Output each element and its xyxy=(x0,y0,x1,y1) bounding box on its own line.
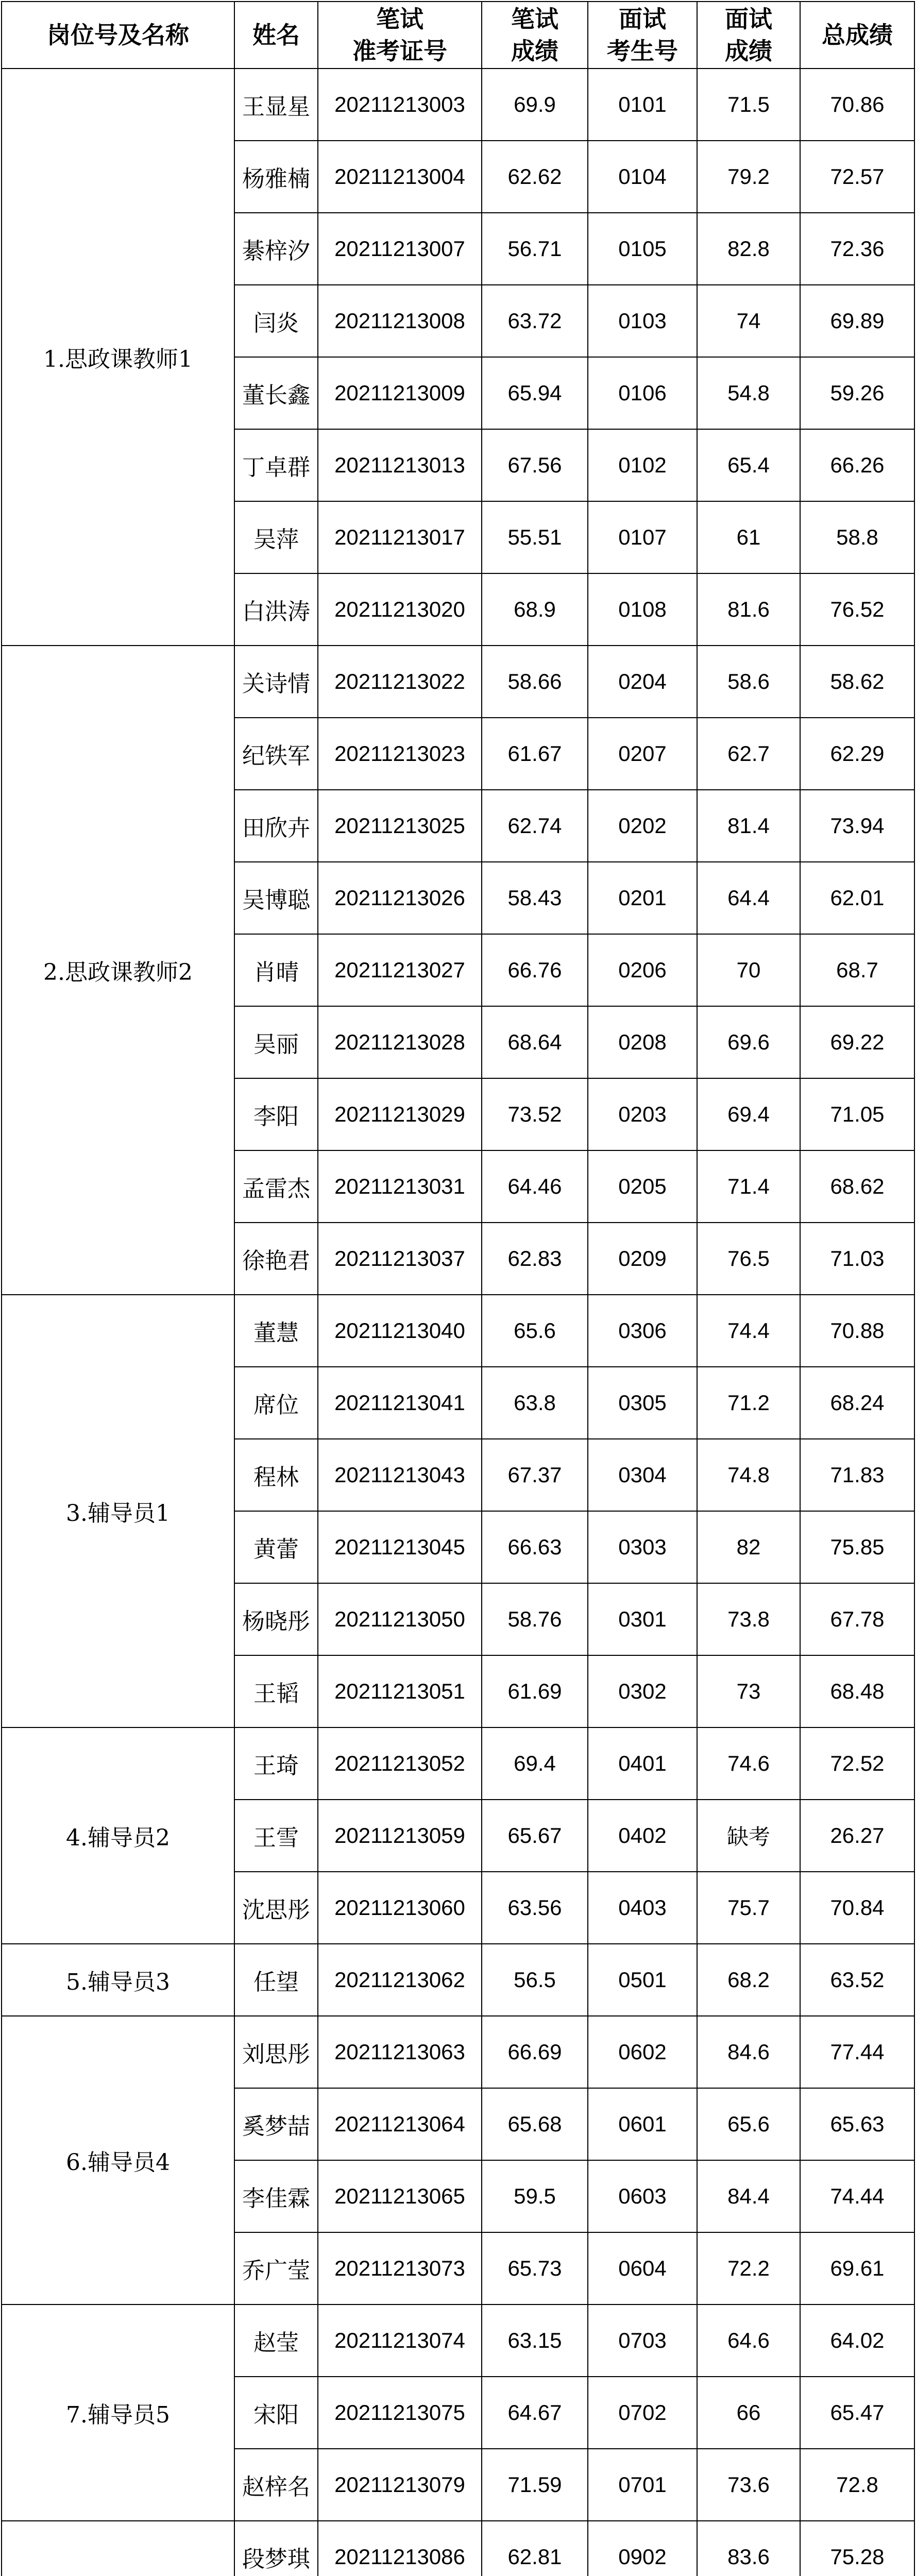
interview-score-cell: 64.6 xyxy=(697,2304,800,2377)
position-cell: 1.思政课教师1 xyxy=(2,69,234,646)
total-score-cell: 68.62 xyxy=(800,1150,914,1223)
total-score-cell: 75.28 xyxy=(800,2521,914,2576)
interview-id-cell: 0703 xyxy=(588,2304,697,2377)
candidate-name: 关诗情 xyxy=(234,646,318,718)
table-row xyxy=(2,2304,914,2377)
exam-id-cell: 20211213028 xyxy=(318,1006,482,1078)
candidate-name: 黄蕾 xyxy=(234,1511,318,1583)
exam-id-cell: 20211213041 xyxy=(318,1367,482,1439)
position-cell: 6.辅导员4 xyxy=(2,2016,234,2304)
exam-id-cell: 20211213013 xyxy=(318,429,482,501)
total-score-cell: 69.61 xyxy=(800,2232,914,2304)
interview-id-cell: 0106 xyxy=(588,357,697,429)
interview-score-cell: 73 xyxy=(697,1655,800,1727)
candidate-name: 杨晓彤 xyxy=(234,1583,318,1655)
written-score-cell: 67.56 xyxy=(482,429,588,501)
written-score-cell: 63.72 xyxy=(482,285,588,357)
total-score-cell: 62.29 xyxy=(800,718,914,790)
interview-id-cell: 0306 xyxy=(588,1295,697,1367)
exam-id-cell: 20211213023 xyxy=(318,718,482,790)
candidate-name: 沈思彤 xyxy=(234,1872,318,1944)
exam-id-cell: 20211213007 xyxy=(318,213,482,285)
interview-id-cell: 0209 xyxy=(588,1223,697,1295)
written-score-cell: 69.9 xyxy=(482,69,588,141)
interview-score-cell: 68.2 xyxy=(697,1944,800,2016)
total-score-cell: 68.7 xyxy=(800,934,914,1006)
written-score-cell: 65.73 xyxy=(482,2232,588,2304)
total-score-cell: 65.63 xyxy=(800,2088,914,2160)
interview-score-cell: 76.5 xyxy=(697,1223,800,1295)
total-score-cell: 71.05 xyxy=(800,1078,914,1150)
written-score-cell: 66.63 xyxy=(482,1511,588,1583)
interview-id-cell: 0701 xyxy=(588,2449,697,2521)
interview-id-cell: 0401 xyxy=(588,1727,697,1800)
exam-id-cell: 20211213079 xyxy=(318,2449,482,2521)
written-score-cell: 59.5 xyxy=(482,2160,588,2232)
position-cell: 3.辅导员1 xyxy=(2,1295,234,1727)
candidate-name: 席位 xyxy=(234,1367,318,1439)
exam-id-cell: 20211213029 xyxy=(318,1078,482,1150)
exam-id-cell: 20211213040 xyxy=(318,1295,482,1367)
written-score-cell: 64.46 xyxy=(482,1150,588,1223)
total-score-cell: 74.44 xyxy=(800,2160,914,2232)
total-score-cell: 72.57 xyxy=(800,141,914,213)
interview-id-cell: 0208 xyxy=(588,1006,697,1078)
interview-score-cell: 72.2 xyxy=(697,2232,800,2304)
written-score-cell: 65.68 xyxy=(482,2088,588,2160)
candidate-name: 李阳 xyxy=(234,1078,318,1150)
candidate-name: 徐艳君 xyxy=(234,1223,318,1295)
exam-id-cell: 20211213059 xyxy=(318,1800,482,1872)
exam-id-cell: 20211213020 xyxy=(318,573,482,646)
total-score-cell: 66.26 xyxy=(800,429,914,501)
interview-id-cell: 0601 xyxy=(588,2088,697,2160)
total-score-cell: 64.02 xyxy=(800,2304,914,2377)
candidate-name: 刘思彤 xyxy=(234,2016,318,2088)
interview-id-cell: 0205 xyxy=(588,1150,697,1223)
exam-id-cell: 20211213045 xyxy=(318,1511,482,1583)
total-score-cell: 71.03 xyxy=(800,1223,914,1295)
interview-id-cell: 0201 xyxy=(588,862,697,934)
candidate-name: 任望 xyxy=(234,1944,318,2016)
interview-score-cell: 79.2 xyxy=(697,141,800,213)
written-score-cell: 68.64 xyxy=(482,1006,588,1078)
position-cell: 2.思政课教师2 xyxy=(2,646,234,1295)
candidate-name: 程林 xyxy=(234,1439,318,1511)
written-score-cell: 62.83 xyxy=(482,1223,588,1295)
total-score-cell: 59.26 xyxy=(800,357,914,429)
interview-score-cell: 71.4 xyxy=(697,1150,800,1223)
total-score-cell: 70.88 xyxy=(800,1295,914,1367)
interview-score-cell: 62.7 xyxy=(697,718,800,790)
position-cell xyxy=(2,2521,234,2576)
total-score-cell: 68.48 xyxy=(800,1655,914,1727)
interview-id-cell: 0305 xyxy=(588,1367,697,1439)
interview-id-cell: 0304 xyxy=(588,1439,697,1511)
interview-score-cell: 82 xyxy=(697,1511,800,1583)
written-score-cell: 61.67 xyxy=(482,718,588,790)
interview-score-cell: 65.6 xyxy=(697,2088,800,2160)
interview-id-cell: 0108 xyxy=(588,573,697,646)
interview-id-cell: 0403 xyxy=(588,1872,697,1944)
candidate-name: 杨雅楠 xyxy=(234,141,318,213)
interview-id-cell: 0202 xyxy=(588,790,697,862)
score-table xyxy=(1,1,915,2576)
interview-id-cell: 0104 xyxy=(588,141,697,213)
table-row xyxy=(2,1944,914,2016)
written-score-cell: 58.43 xyxy=(482,862,588,934)
written-score-cell: 71.59 xyxy=(482,2449,588,2521)
candidate-name: 吴丽 xyxy=(234,1006,318,1078)
exam-id-cell: 20211213022 xyxy=(318,646,482,718)
exam-id-cell: 20211213043 xyxy=(318,1439,482,1511)
written-score-cell: 65.6 xyxy=(482,1295,588,1367)
position-cell: 4.辅导员2 xyxy=(2,1727,234,1944)
interview-id-cell: 0303 xyxy=(588,1511,697,1583)
total-score-cell: 67.78 xyxy=(800,1583,914,1655)
total-score-cell: 77.44 xyxy=(800,2016,914,2088)
interview-id-cell: 0207 xyxy=(588,718,697,790)
exam-id-cell: 20211213050 xyxy=(318,1583,482,1655)
written-score-cell: 68.9 xyxy=(482,573,588,646)
candidate-name: 宋阳 xyxy=(234,2377,318,2449)
exam-id-cell: 20211213064 xyxy=(318,2088,482,2160)
total-score-cell: 73.94 xyxy=(800,790,914,862)
interview-score-cell: 74.8 xyxy=(697,1439,800,1511)
interview-score-cell: 71.2 xyxy=(697,1367,800,1439)
written-score-cell: 69.4 xyxy=(482,1727,588,1800)
interview-score-cell: 81.6 xyxy=(697,573,800,646)
table-row xyxy=(2,69,914,141)
written-score-cell: 61.69 xyxy=(482,1655,588,1727)
candidate-name: 王雪 xyxy=(234,1800,318,1872)
total-score-cell: 72.52 xyxy=(800,1727,914,1800)
total-score-cell: 62.01 xyxy=(800,862,914,934)
exam-id-cell: 20211213004 xyxy=(318,141,482,213)
exam-id-cell: 20211213075 xyxy=(318,2377,482,2449)
total-score-cell: 68.24 xyxy=(800,1367,914,1439)
written-score-cell: 65.67 xyxy=(482,1800,588,1872)
interview-id-cell: 0603 xyxy=(588,2160,697,2232)
exam-id-cell: 20211213052 xyxy=(318,1727,482,1800)
candidate-name: 奚梦喆 xyxy=(234,2088,318,2160)
candidate-name: 白洪涛 xyxy=(234,573,318,646)
total-score-cell: 63.52 xyxy=(800,1944,914,2016)
header-total-score: 总成绩 xyxy=(800,2,914,69)
interview-score-cell: 75.7 xyxy=(697,1872,800,1944)
header-name: 姓名 xyxy=(234,2,318,69)
total-score-cell: 71.83 xyxy=(800,1439,914,1511)
header-exam-id: 笔试 准考证号 xyxy=(318,2,482,69)
total-score-cell: 72.36 xyxy=(800,213,914,285)
exam-id-cell: 20211213060 xyxy=(318,1872,482,1944)
interview-score-cell: 61 xyxy=(697,501,800,573)
written-score-cell: 62.74 xyxy=(482,790,588,862)
written-score-cell: 62.62 xyxy=(482,141,588,213)
header-interview-score: 面试 成绩 xyxy=(697,2,800,69)
interview-id-cell: 0103 xyxy=(588,285,697,357)
written-score-cell: 62.81 xyxy=(482,2521,588,2576)
total-score-cell: 70.84 xyxy=(800,1872,914,1944)
interview-score-cell: 82.8 xyxy=(697,213,800,285)
written-score-cell: 67.37 xyxy=(482,1439,588,1511)
candidate-name: 乔广莹 xyxy=(234,2232,318,2304)
written-score-cell: 55.51 xyxy=(482,501,588,573)
candidate-name: 李佳霖 xyxy=(234,2160,318,2232)
total-score-cell: 69.89 xyxy=(800,285,914,357)
written-score-cell: 58.76 xyxy=(482,1583,588,1655)
exam-id-cell: 20211213065 xyxy=(318,2160,482,2232)
interview-id-cell: 0604 xyxy=(588,2232,697,2304)
written-score-cell: 66.76 xyxy=(482,934,588,1006)
interview-score-cell: 65.4 xyxy=(697,429,800,501)
interview-id-cell: 0501 xyxy=(588,1944,697,2016)
interview-id-cell: 0302 xyxy=(588,1655,697,1727)
position-cell: 5.辅导员3 xyxy=(2,1944,234,2016)
interview-score-cell: 74 xyxy=(697,285,800,357)
written-score-cell: 56.5 xyxy=(482,1944,588,2016)
exam-id-cell: 20211213086 xyxy=(318,2521,482,2576)
interview-id-cell: 0602 xyxy=(588,2016,697,2088)
candidate-name: 董长鑫 xyxy=(234,357,318,429)
candidate-name: 纪铁军 xyxy=(234,718,318,790)
header-row xyxy=(2,2,914,69)
written-score-cell: 63.56 xyxy=(482,1872,588,1944)
candidate-name: 王韬 xyxy=(234,1655,318,1727)
interview-id-cell: 0101 xyxy=(588,69,697,141)
candidate-name: 王显星 xyxy=(234,69,318,141)
written-score-cell: 63.8 xyxy=(482,1367,588,1439)
interview-id-cell: 0206 xyxy=(588,934,697,1006)
candidate-name: 赵梓名 xyxy=(234,2449,318,2521)
interview-score-cell: 81.4 xyxy=(697,790,800,862)
candidate-name: 丁卓群 xyxy=(234,429,318,501)
total-score-cell: 26.27 xyxy=(800,1800,914,1872)
interview-score-cell: 74.6 xyxy=(697,1727,800,1800)
interview-id-cell: 0203 xyxy=(588,1078,697,1150)
exam-id-cell: 20211213009 xyxy=(318,357,482,429)
header-position: 岗位号及名称 xyxy=(2,2,234,69)
exam-id-cell: 20211213008 xyxy=(318,285,482,357)
exam-id-cell: 20211213037 xyxy=(318,1223,482,1295)
candidate-name: 董慧 xyxy=(234,1295,318,1367)
exam-id-cell: 20211213031 xyxy=(318,1150,482,1223)
interview-id-cell: 0105 xyxy=(588,213,697,285)
candidate-name: 孟雷杰 xyxy=(234,1150,318,1223)
table-row xyxy=(2,2521,914,2576)
written-score-cell: 66.69 xyxy=(482,2016,588,2088)
candidate-name: 田欣卉 xyxy=(234,790,318,862)
total-score-cell: 58.62 xyxy=(800,646,914,718)
candidate-name: 綦梓汐 xyxy=(234,213,318,285)
candidate-name: 闫炎 xyxy=(234,285,318,357)
exam-id-cell: 20211213074 xyxy=(318,2304,482,2377)
total-score-cell: 76.52 xyxy=(800,573,914,646)
interview-score-cell: 66 xyxy=(697,2377,800,2449)
interview-score-cell: 69.4 xyxy=(697,1078,800,1150)
interview-score-cell: 74.4 xyxy=(697,1295,800,1367)
exam-id-cell: 20211213025 xyxy=(318,790,482,862)
interview-score-cell: 73.6 xyxy=(697,2449,800,2521)
interview-score-cell: 缺考 xyxy=(697,1800,800,1872)
interview-score-cell: 84.4 xyxy=(697,2160,800,2232)
written-score-cell: 63.15 xyxy=(482,2304,588,2377)
candidate-name: 肖晴 xyxy=(234,934,318,1006)
table-row xyxy=(2,1727,914,1800)
interview-score-cell: 69.6 xyxy=(697,1006,800,1078)
written-score-cell: 65.94 xyxy=(482,357,588,429)
exam-id-cell: 20211213051 xyxy=(318,1655,482,1727)
interview-score-cell: 84.6 xyxy=(697,2016,800,2088)
interview-score-cell: 83.6 xyxy=(697,2521,800,2576)
total-score-cell: 70.86 xyxy=(800,69,914,141)
total-score-cell: 75.85 xyxy=(800,1511,914,1583)
position-cell: 7.辅导员5 xyxy=(2,2304,234,2521)
candidate-name: 吴博聪 xyxy=(234,862,318,934)
interview-id-cell: 0204 xyxy=(588,646,697,718)
interview-score-cell: 71.5 xyxy=(697,69,800,141)
exam-id-cell: 20211213073 xyxy=(318,2232,482,2304)
total-score-cell: 58.8 xyxy=(800,501,914,573)
written-score-cell: 73.52 xyxy=(482,1078,588,1150)
exam-id-cell: 20211213063 xyxy=(318,2016,482,2088)
interview-score-cell: 54.8 xyxy=(697,357,800,429)
interview-id-cell: 0107 xyxy=(588,501,697,573)
interview-id-cell: 0301 xyxy=(588,1583,697,1655)
table-row xyxy=(2,1295,914,1367)
interview-score-cell: 70 xyxy=(697,934,800,1006)
total-score-cell: 72.8 xyxy=(800,2449,914,2521)
interview-id-cell: 0902 xyxy=(588,2521,697,2576)
header-interview-id: 面试 考生号 xyxy=(588,2,697,69)
written-score-cell: 56.71 xyxy=(482,213,588,285)
total-score-cell: 65.47 xyxy=(800,2377,914,2449)
interview-score-cell: 73.8 xyxy=(697,1583,800,1655)
exam-id-cell: 20211213017 xyxy=(318,501,482,573)
interview-score-cell: 58.6 xyxy=(697,646,800,718)
interview-id-cell: 0102 xyxy=(588,429,697,501)
header-written-score: 笔试 成绩 xyxy=(482,2,588,69)
interview-score-cell: 64.4 xyxy=(697,862,800,934)
exam-id-cell: 20211213003 xyxy=(318,69,482,141)
exam-id-cell: 20211213027 xyxy=(318,934,482,1006)
candidate-name: 段梦琪 xyxy=(234,2521,318,2576)
candidate-name: 吴萍 xyxy=(234,501,318,573)
exam-id-cell: 20211213062 xyxy=(318,1944,482,2016)
candidate-name: 王琦 xyxy=(234,1727,318,1800)
table-row xyxy=(2,2016,914,2088)
total-score-cell: 69.22 xyxy=(800,1006,914,1078)
interview-id-cell: 0402 xyxy=(588,1800,697,1872)
exam-id-cell: 20211213026 xyxy=(318,862,482,934)
candidate-name: 赵莹 xyxy=(234,2304,318,2377)
written-score-cell: 64.67 xyxy=(482,2377,588,2449)
table-row xyxy=(2,646,914,718)
written-score-cell: 58.66 xyxy=(482,646,588,718)
interview-id-cell: 0702 xyxy=(588,2377,697,2449)
